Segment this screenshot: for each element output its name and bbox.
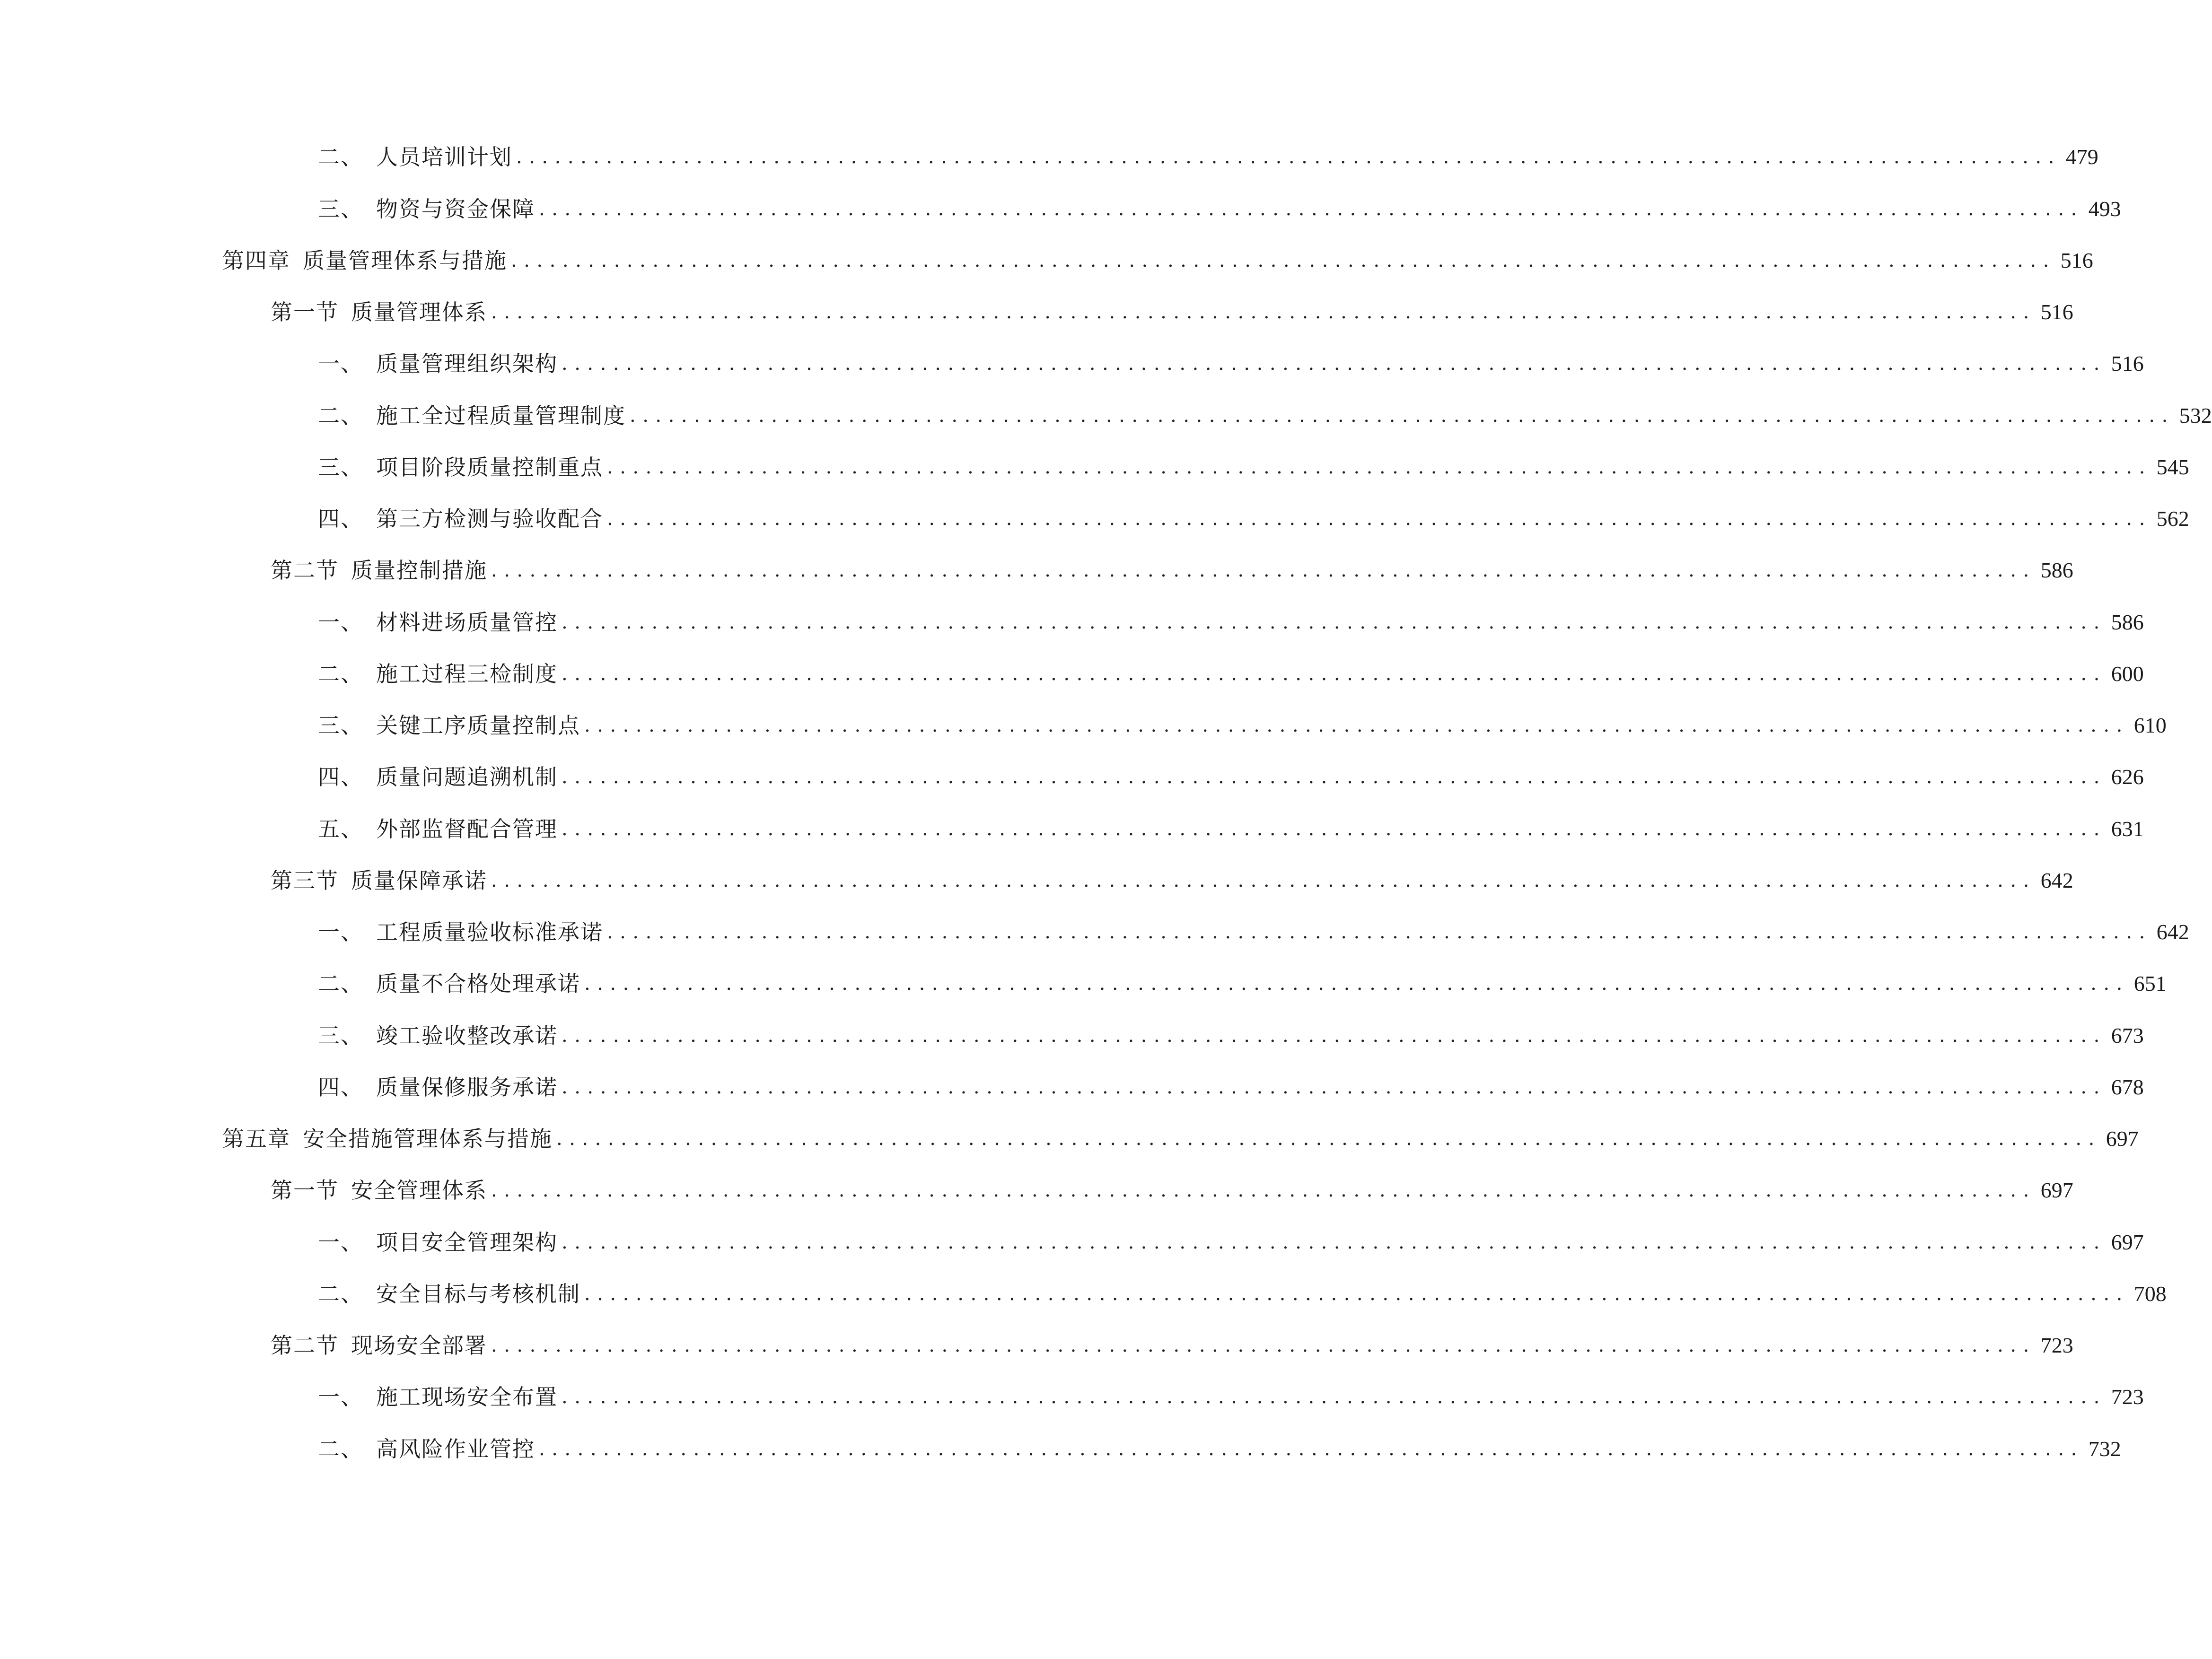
dot-leader: ........................................................................................................................ (607, 508, 2152, 530)
toc-entry-number: 一、 (318, 919, 363, 945)
toc-chapter-entry[interactable] (222, 242, 2093, 279)
toc-entry[interactable] (318, 138, 2098, 176)
toc-page-number: 642 (2040, 868, 2073, 892)
toc-entry-number: 三、 (318, 713, 363, 738)
toc-entry-label (318, 448, 603, 486)
toc-entry-label (318, 397, 626, 435)
toc-page-number: 626 (2111, 765, 2144, 789)
toc-entry-title: 项目安全管理架构 (376, 1230, 558, 1255)
toc-entry[interactable] (318, 1017, 2144, 1055)
toc-entry-label (318, 1223, 558, 1261)
toc-page-number: 697 (2040, 1178, 2073, 1202)
toc-entry-title: 竣工验收整改承诺 (376, 1023, 558, 1048)
dot-leader: ........................................................................................................................ (584, 715, 2129, 736)
toc-page-number: 479 (2065, 145, 2098, 169)
toc-entry-title: 外部监督配合管理 (376, 816, 558, 842)
toc-page-number: 516 (2040, 300, 2073, 324)
toc-entry-number: 二、 (318, 144, 363, 170)
toc-entry-number: 一、 (318, 1230, 363, 1255)
toc-entry-title: 质量管理组织架构 (376, 351, 558, 376)
toc-entry-title: 质量保障承诺 (351, 868, 487, 893)
toc-entry[interactable] (318, 345, 2144, 383)
dot-leader: ........................................................................................................................ (584, 1283, 2129, 1305)
dot-leader: ........................................................................................................................ (562, 1025, 2107, 1047)
dot-leader: ........................................................................................................................ (584, 973, 2129, 995)
toc-page-number: 678 (2111, 1075, 2144, 1099)
toc-entry[interactable] (318, 1378, 2144, 1416)
dot-leader: ........................................................................................................................ (562, 1076, 2107, 1098)
dot-leader: ........................................................................................................................ (491, 1179, 2036, 1201)
toc-page-number: 697 (2111, 1230, 2144, 1254)
toc-section-entry[interactable] (271, 293, 2073, 331)
toc-entry-label (318, 1378, 558, 1416)
toc-entry-label (318, 810, 558, 848)
toc-entry-number: 第四章 (222, 248, 290, 273)
toc-entry-label (271, 862, 487, 899)
dot-leader: ........................................................................................................................ (539, 198, 2084, 220)
toc-section-entry[interactable] (271, 1171, 2073, 1209)
toc-entry-number: 四、 (318, 1074, 363, 1100)
toc-page-number: 651 (2133, 971, 2167, 995)
toc-entry-title: 施工全过程质量管理制度 (376, 403, 626, 428)
dot-leader: ........................................................................................................................ (491, 301, 2036, 323)
toc-entry[interactable] (318, 603, 2144, 641)
toc-page-number: 642 (2156, 920, 2189, 944)
toc-section-entry[interactable] (271, 862, 2073, 899)
toc-entry-label (318, 1275, 580, 1313)
toc-entry[interactable] (318, 1068, 2144, 1106)
toc-entry[interactable] (318, 707, 2167, 744)
toc-entry-title: 安全管理体系 (351, 1178, 487, 1203)
toc-entry-number: 第二节 (271, 1333, 339, 1358)
toc-entry[interactable] (318, 1223, 2144, 1261)
toc-entry-number: 三、 (318, 1023, 363, 1048)
dot-leader: ........................................................................................................................ (562, 1386, 2107, 1408)
toc-entry-label (318, 913, 603, 951)
dot-leader: ........................................................................................................................ (562, 611, 2107, 633)
toc-entry[interactable] (318, 965, 2167, 1003)
toc-page-number: 586 (2040, 558, 2073, 582)
toc-entry-label (222, 242, 507, 279)
dot-leader: ........................................................................................................................ (491, 1335, 2036, 1356)
toc-entry-label (271, 1171, 487, 1209)
toc-entry-title: 安全措施管理体系与措施 (303, 1126, 553, 1152)
dot-leader: ........................................................................................................................ (491, 870, 2036, 891)
dot-leader: ........................................................................................................................ (516, 146, 2061, 168)
toc-section-entry[interactable] (271, 551, 2073, 589)
toc-entry[interactable] (318, 190, 2121, 228)
toc-page-number: 586 (2111, 610, 2144, 634)
toc-entry-title: 质量不合格处理承诺 (376, 971, 580, 996)
toc-entry-title: 质量保修服务承诺 (376, 1074, 558, 1100)
toc-page-number: 708 (2133, 1282, 2167, 1306)
toc-page-number: 545 (2156, 455, 2189, 479)
toc-page-number: 631 (2111, 817, 2144, 841)
toc-entry-label (271, 293, 487, 331)
dot-leader: ........................................................................................................................ (607, 456, 2152, 478)
toc-page-number: 610 (2133, 713, 2167, 737)
dot-leader: ........................................................................................................................ (607, 921, 2152, 943)
toc-entry-title: 项目阶段质量控制重点 (376, 454, 603, 480)
toc-entry-title: 材料进场质量管控 (376, 610, 558, 635)
toc-entry-title: 工程质量验收标准承诺 (376, 919, 603, 945)
toc-page-number: 600 (2111, 662, 2144, 686)
toc-entry-number: 二、 (318, 1281, 363, 1307)
toc-entry-number: 五、 (318, 816, 363, 842)
toc-entry-title: 质量管理体系 (351, 299, 487, 325)
toc-entry-number: 三、 (318, 454, 363, 480)
toc-entry-title: 质量控制措施 (351, 558, 487, 583)
toc-entry-number: 二、 (318, 971, 363, 996)
toc-entry-number: 一、 (318, 1384, 363, 1410)
toc-entry[interactable] (318, 397, 2212, 435)
dot-leader: ........................................................................................................................ (562, 766, 2107, 788)
toc-entry-label (318, 345, 558, 383)
toc-entry-number: 四、 (318, 506, 363, 532)
toc-entry-title: 施工过程三检制度 (376, 661, 558, 687)
toc-entry-label (271, 1327, 487, 1364)
toc-page-number: 516 (2060, 248, 2093, 272)
dot-leader: ........................................................................................................................ (630, 405, 2175, 427)
toc-entry[interactable] (318, 448, 2189, 486)
toc-entry-number: 三、 (318, 196, 363, 222)
toc-entry[interactable] (318, 655, 2144, 693)
toc-entry-title: 现场安全部署 (351, 1333, 487, 1358)
dot-leader: ........................................................................................................................ (539, 1438, 2084, 1460)
toc-entry-number: 第一节 (271, 1178, 339, 1203)
toc-entry-label (318, 500, 603, 538)
toc-entry-number: 第五章 (222, 1126, 290, 1152)
toc-entry[interactable] (318, 758, 2144, 796)
dot-leader: ........................................................................................................................ (491, 559, 2036, 581)
toc-entry-title: 质量管理体系与措施 (303, 248, 507, 273)
toc-page-number: 732 (2088, 1437, 2121, 1461)
toc-page-number: 532 (2179, 403, 2212, 428)
toc-entry[interactable] (318, 500, 2189, 538)
toc-entry-label (318, 603, 558, 641)
toc-entry-title: 高风险作业管控 (376, 1436, 535, 1462)
dot-leader: ........................................................................................................................ (556, 1128, 2101, 1150)
toc-entry-title: 第三方检测与验收配合 (376, 506, 603, 532)
toc-entry-number: 第一节 (271, 299, 339, 325)
toc-entry-number: 一、 (318, 610, 363, 635)
toc-entry-number: 二、 (318, 661, 363, 687)
toc-entry-title: 质量问题追溯机制 (376, 764, 558, 790)
toc-entry-label (318, 190, 535, 228)
toc-entry-label (318, 758, 558, 796)
dot-leader: ........................................................................................................................ (562, 1231, 2107, 1253)
toc-entry-label (318, 655, 558, 693)
toc-entry-number: 二、 (318, 403, 363, 428)
toc-page-number: 697 (2106, 1126, 2139, 1151)
toc-chapter-entry[interactable] (222, 1120, 2139, 1158)
toc-entry-label (318, 1068, 558, 1106)
toc-entry-title: 施工现场安全布置 (376, 1384, 558, 1410)
toc-entry-title: 人员培训计划 (376, 144, 512, 170)
toc-entry[interactable] (318, 1275, 2167, 1313)
toc-entry-label (318, 1017, 558, 1055)
toc-page-number: 673 (2111, 1023, 2144, 1048)
toc-entry-number: 四、 (318, 764, 363, 790)
toc-entry-label (222, 1120, 553, 1158)
toc-page-number: 723 (2111, 1385, 2144, 1409)
toc-page-number: 723 (2040, 1333, 2073, 1357)
toc-entry[interactable] (318, 1430, 2121, 1468)
toc-page-number: 516 (2111, 351, 2144, 375)
toc-entry-label (318, 965, 580, 1003)
toc-entry-title: 物资与资金保障 (376, 196, 535, 222)
dot-leader: ........................................................................................................................ (562, 663, 2107, 685)
toc-entry-label (271, 551, 487, 589)
toc-entry-number: 一、 (318, 351, 363, 376)
toc-entry-label (318, 138, 512, 176)
toc-entry-label (318, 1430, 535, 1468)
toc-entry[interactable] (318, 810, 2144, 848)
toc-entry-title: 安全目标与考核机制 (376, 1281, 580, 1307)
toc-page-number: 493 (2088, 197, 2121, 221)
toc-entry-title: 关键工序质量控制点 (376, 713, 580, 738)
dot-leader: ........................................................................................................................ (562, 353, 2107, 375)
toc-entry[interactable] (318, 913, 2189, 951)
toc-entry-label (318, 707, 580, 744)
toc-entry-number: 二、 (318, 1436, 363, 1462)
toc-entry-number: 第二节 (271, 558, 339, 583)
toc-entry-number: 第三节 (271, 868, 339, 893)
toc-page-number: 562 (2156, 506, 2189, 531)
dot-leader: ........................................................................................................................ (562, 818, 2107, 840)
toc-section-entry[interactable] (271, 1327, 2073, 1364)
dot-leader: ........................................................................................................................ (511, 250, 2056, 271)
